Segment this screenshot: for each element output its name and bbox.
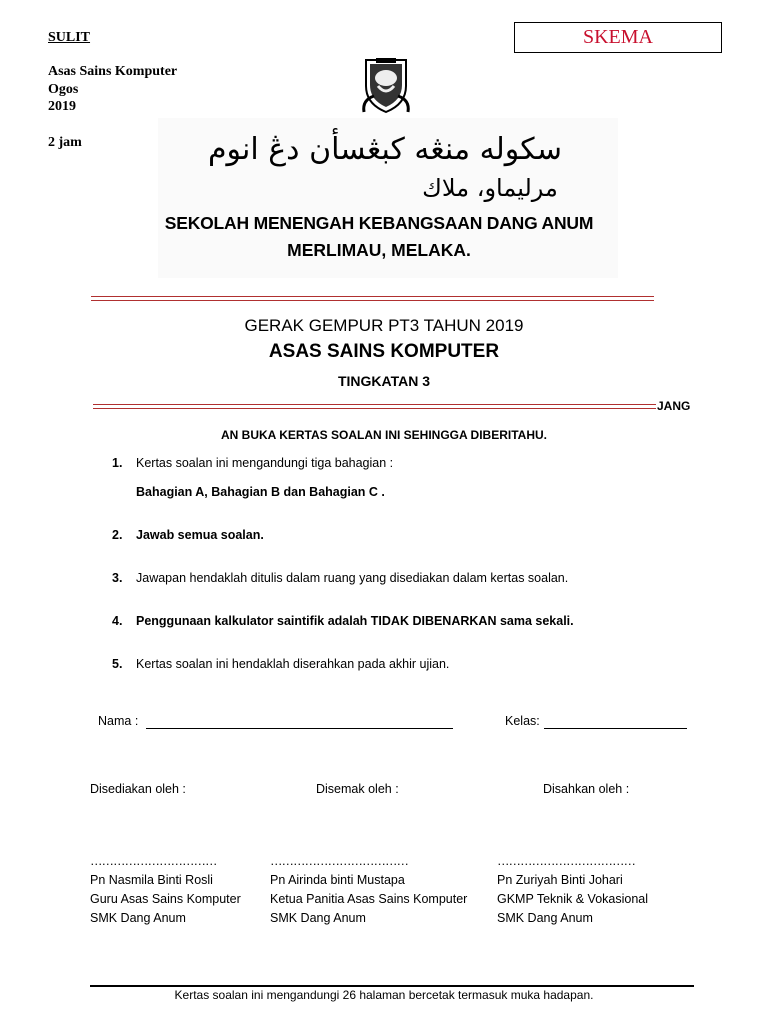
year-label: 2019 — [48, 99, 76, 114]
signatory-school: SMK Dang Anum — [90, 911, 186, 925]
subject-label: Asas Sains Komputer — [48, 64, 178, 79]
divider-top — [91, 296, 654, 301]
approved-by-label: Disahkan oleh : — [543, 782, 630, 796]
instruction-text: Kertas soalan ini hendaklah diserahkan pada akhir ujian. — [136, 657, 450, 671]
kelas-field[interactable] — [544, 728, 687, 729]
skema-box — [514, 22, 722, 53]
signature-line: ……………………………… — [270, 854, 408, 868]
signatory-name: Pn Nasmila Binti Rosli — [90, 873, 213, 887]
skema-label: SKEMA — [582, 26, 653, 48]
nama-field[interactable] — [146, 728, 453, 729]
checked-by-label: Disemak oleh : — [316, 782, 399, 796]
duration-label: 2 jam — [48, 135, 82, 150]
exam-title: GERAK GEMPUR PT3 TAHUN 2019 — [244, 316, 524, 335]
instruction-number: 4. — [112, 614, 123, 628]
nama-label: Nama : — [98, 714, 139, 728]
school-name-jawi: سكوله منڠه كبڠسأن دڠ انوم — [207, 132, 562, 167]
instruction-text: Jawapan hendaklah ditulis dalam ruang yang disediakan dalam kertas soalan. — [136, 571, 569, 585]
footer-divider — [90, 985, 694, 987]
prepared-by-label: Disediakan oleh : — [90, 782, 186, 796]
signatory-name: Pn Airinda binti Mustapa — [270, 873, 405, 887]
footer-text: Kertas soalan ini mengandungi 26 halaman bercetak termasuk muka hadapan. — [174, 988, 594, 1002]
warning-text: AN BUKA KERTAS SOALAN INI SEHINGGA DIBERITAHU. — [220, 428, 547, 442]
instruction-number: 3. — [112, 571, 123, 585]
signatory-school: SMK Dang Anum — [497, 911, 593, 925]
divider-middle — [93, 404, 656, 409]
signature-line: ……………………………… — [497, 854, 635, 868]
kelas-label: Kelas: — [505, 714, 540, 728]
school-location: MERLIMAU, MELAKA. — [287, 240, 471, 260]
school-place-jawi: مرليماو، ملاك — [422, 174, 558, 202]
signatory-role: Ketua Panitia Asas Sains Komputer — [270, 892, 468, 906]
classification-label: SULIT — [48, 30, 91, 45]
exam-subject: ASAS SAINS KOMPUTER — [268, 341, 500, 362]
signatory-role: GKMP Teknik & Vokasional — [497, 892, 649, 906]
instruction-text: Kertas soalan ini mengandungi tiga bahagian : — [136, 456, 394, 470]
exam-form: TINGKATAN 3 — [337, 373, 431, 389]
jang-fragment: JANG — [657, 399, 691, 413]
instruction-number: 2. — [112, 528, 123, 542]
instruction-number: 5. — [112, 657, 123, 671]
signature-block-checked — [270, 852, 467, 928]
signatory-role: Guru Asas Sains Komputer — [90, 892, 241, 906]
instruction-text: Penggunaan kalkulator saintifik adalah TIDAK DIBENARKAN sama sekali. — [136, 614, 574, 628]
school-crest-icon — [358, 56, 414, 116]
signatory-school: SMK Dang Anum — [270, 911, 366, 925]
school-name: SEKOLAH MENENGAH KEBANGSAAN DANG ANUM — [164, 213, 594, 233]
signatory-name: Pn Zuriyah Binti Johari — [497, 873, 623, 887]
instruction-sub-text: Bahagian A, Bahagian B dan Bahagian C . — [136, 485, 385, 499]
signature-block-prepared — [90, 852, 241, 928]
instruction-text: Jawab semua soalan. — [136, 528, 264, 542]
signature-line: …………………………… — [90, 854, 217, 868]
instruction-number: 1. — [112, 456, 123, 470]
signature-block-approved — [497, 852, 648, 928]
month-label: Ogos — [48, 82, 79, 97]
